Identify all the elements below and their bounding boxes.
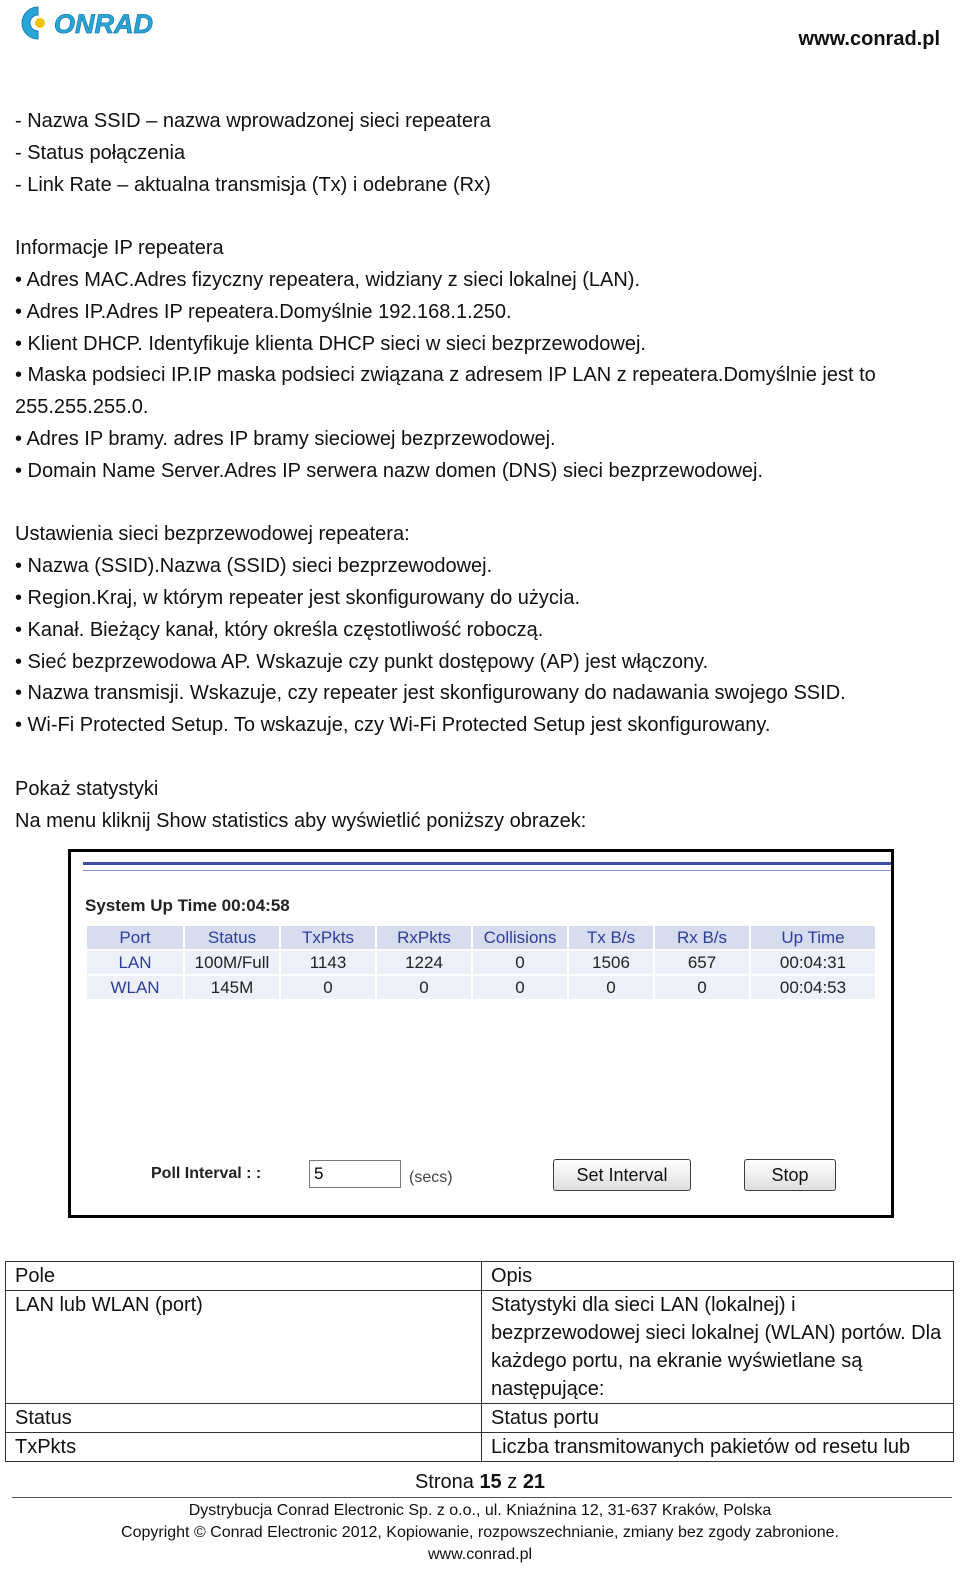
text-line: - Nazwa SSID – nazwa wprowadzonej sieci repeatera (15, 110, 491, 132)
footer-distributor: Dystrybucja Conrad Electronic Sp. z o.o., ul. Kniaźnina 12, 31-637 Kraków, Polska (188, 1502, 772, 1519)
field-name-cell: LAN lub WLAN (port) (6, 1291, 482, 1404)
conrad-logo (16, 2, 174, 44)
stats-column-header: Rx B/s (655, 926, 749, 949)
field-name-cell: TxPkts (6, 1433, 482, 1462)
desc-header-row (6, 1262, 954, 1291)
desc-row (6, 1404, 954, 1433)
stats-cell: 0 (655, 976, 749, 999)
stats-cell: LAN (87, 951, 183, 974)
text-line: • Region.Kraj, w którym repeater jest skonfigurowany do użycia. (15, 586, 581, 609)
paragraph-gap (15, 201, 945, 233)
poll-interval-label: Poll Interval : : (151, 1165, 262, 1182)
stats-cell: 0 (377, 976, 471, 999)
text-line: • Klient DHCP. Identyfikuje klienta DHCP sieci w sieci bezprzewodowej. (15, 332, 646, 355)
system-uptime: System Up Time 00:04:58 (85, 896, 290, 915)
poll-interval-input[interactable] (309, 1160, 401, 1188)
text-line: Informacje IP repeatera (15, 237, 224, 260)
text-line: Na menu kliknij Show statistics aby wyświetlić poniższy obrazek: (15, 809, 587, 832)
stats-column-header: TxPkts (281, 926, 375, 949)
text-line: • Nazwa (SSID).Nazwa (SSID) sieci bezprzewodowej. (15, 555, 493, 578)
stats-cell: 1506 (569, 951, 653, 974)
footer-url[interactable]: www.conrad.pl (427, 1546, 533, 1563)
text-line: - Link Rate – aktualna transmisja (Tx) i odebrane (Rx) (15, 173, 491, 196)
footer-divider (12, 1497, 952, 1498)
stats-cell: 1224 (377, 951, 471, 974)
svg-text:ONRAD: ONRAD (54, 9, 153, 39)
stats-column-header: Port (87, 926, 183, 949)
footer-copyright: Copyright © Conrad Electronic 2012, Kopiowanie, rozpowszechnianie, zmiany bez zgody zabronione. (121, 1524, 839, 1541)
page-current: 15 (479, 1471, 502, 1493)
header-site-url[interactable]: www.conrad.pl (798, 28, 940, 50)
stats-cell: 0 (281, 976, 375, 999)
desc-row (6, 1433, 954, 1462)
text-line: • Adres IP bramy. adres IP bramy sieciowej bezprzewodowej. (15, 427, 556, 450)
poll-interval-unit: (secs) (409, 1169, 453, 1186)
stats-cell: 657 (655, 951, 749, 974)
field-name-cell: Pole (6, 1262, 482, 1291)
stats-column-header: Collisions (473, 926, 567, 949)
stats-column-header: RxPkts (377, 926, 471, 949)
paragraph-gap (15, 742, 945, 774)
text-line: 255.255.255.0. (15, 396, 149, 419)
stats-row (87, 976, 875, 999)
stats-row (87, 951, 875, 974)
page-number (0, 1471, 960, 1494)
paragraph-gap (15, 488, 945, 520)
stats-cell: 00:04:53 (751, 976, 875, 999)
stats-column-header: Up Time (751, 926, 875, 949)
field-description-cell: Status portu (482, 1404, 954, 1433)
body-text (15, 106, 945, 837)
stats-cell: 00:04:31 (751, 951, 875, 974)
text-line: Ustawienia sieci bezprzewodowej repeatera: (15, 523, 410, 546)
text-line: • Nazwa transmisji. Wskazuje, czy repeater jest skonfigurowany do nadawania swojego SSID. (15, 682, 846, 705)
stats-cell: 100M/Full (185, 951, 279, 974)
statistics-table (85, 924, 877, 1001)
text-line: • Adres MAC.Adres fizyczny repeatera, widziany z sieci lokalnej (LAN). (15, 268, 641, 291)
desc-row (6, 1291, 954, 1404)
field-description-cell: Liczba transmitowanych pakietów od resetu lub (482, 1433, 954, 1462)
field-description-table (5, 1261, 954, 1462)
stats-column-header: Status (185, 926, 279, 949)
stop-button[interactable]: Stop (744, 1159, 836, 1191)
text-line: Pokaż statystyki (15, 777, 159, 800)
text-line: • Sieć bezprzewodowa AP. Wskazuje czy punkt dostępowy (AP) jest włączony. (15, 650, 709, 673)
set-interval-button[interactable]: Set Interval (553, 1159, 691, 1191)
stats-cell: 0 (473, 951, 567, 974)
field-name-cell: Status (6, 1404, 482, 1433)
text-line: • Wi-Fi Protected Setup. To wskazuje, czy Wi-Fi Protected Setup jest skonfigurowany. (15, 714, 771, 737)
stats-cell: 0 (569, 976, 653, 999)
text-line: • Domain Name Server.Adres IP serwera nazw domen (DNS) sieci bezprzewodowej. (15, 459, 764, 482)
text-line: • Adres IP.Adres IP repeatera.Domyślnie 192.168.1.250. (15, 300, 512, 323)
screenshot-title-rule (83, 870, 891, 871)
page-prefix: Strona (414, 1471, 474, 1493)
screenshot-title-bar (83, 862, 891, 865)
text-line: • Maska podsieci IP.IP maska podsieci związana z adresem IP LAN z repeatera.Domyślnie jest to (15, 364, 876, 387)
stats-cell: WLAN (87, 976, 183, 999)
page-separator: z (507, 1471, 518, 1493)
field-description-cell: Opis (482, 1262, 954, 1291)
stats-column-header: Tx B/s (569, 926, 653, 949)
stats-cell: 145M (185, 976, 279, 999)
field-description-cell: Statystyki dla sieci LAN (lokalnej) i bezprzewodowej sieci lokalnej (WLAN) portów. Dla każdego portu, na ekranie wyświetlane są następujące: (482, 1291, 954, 1404)
page-total: 21 (522, 1471, 546, 1493)
stats-cell: 0 (473, 976, 567, 999)
stats-cell: 1143 (281, 951, 375, 974)
text-line: • Kanał. Bieżący kanał, który określa częstotliwość roboczą. (15, 618, 544, 641)
statistics-screenshot (68, 849, 894, 1218)
text-line: - Status połączenia (15, 141, 186, 164)
